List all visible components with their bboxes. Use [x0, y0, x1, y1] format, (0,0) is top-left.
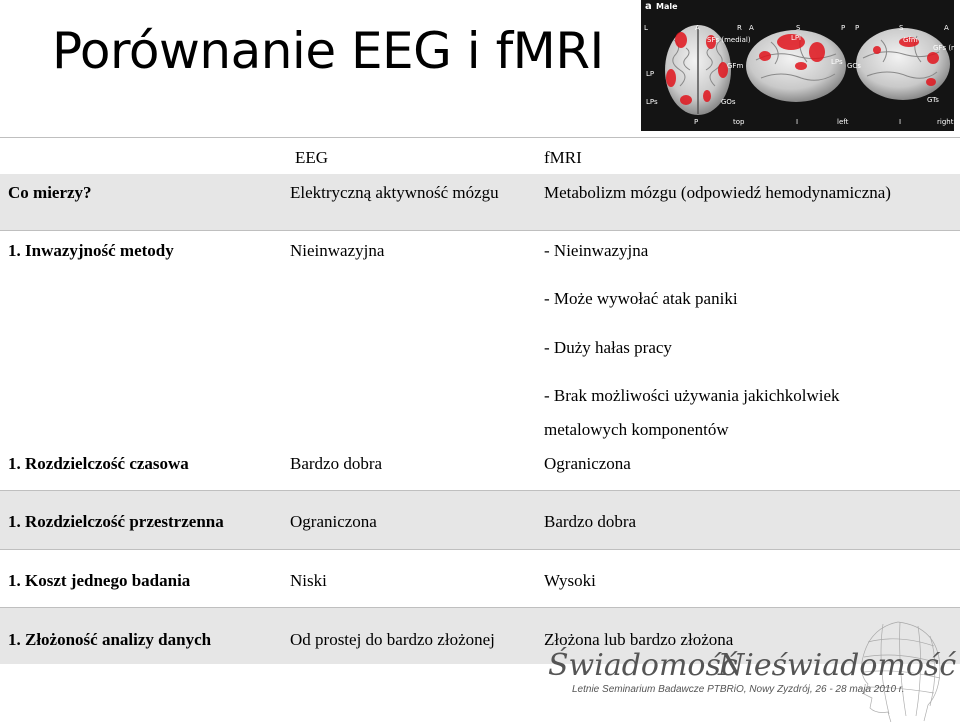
brain-label: P	[841, 24, 846, 32]
brain-label: I	[899, 118, 902, 126]
row-rule	[0, 230, 960, 231]
row-label: 1. Rozdzielczość czasowa	[8, 454, 189, 473]
brain-label: A	[749, 24, 754, 32]
eeg-cell: Bardzo dobra	[290, 454, 383, 473]
brain-label: GCs	[847, 62, 861, 70]
page-title: Porównanie EEG i fMRI	[52, 22, 604, 80]
brain-label: left	[837, 118, 849, 126]
brain-activation-figure	[641, 0, 978, 131]
brain-label: GTs	[927, 96, 939, 104]
brain-label: GOs	[721, 98, 736, 106]
brain-label: I	[796, 118, 799, 126]
row-label: 1. Rozdzielczość przestrzenna	[8, 512, 224, 531]
eeg-cell: Niski	[290, 571, 327, 590]
brain-label: R	[737, 24, 742, 32]
seminar-subtitle: Letnie Seminarium Badawcze PTBRiO, Nowy Zyzdrój, 26 - 28 maja 2010 r.	[572, 684, 905, 695]
eeg-cell: Od prostej do bardzo złożonej	[290, 630, 495, 649]
row-label: 1. Koszt jednego badania	[8, 571, 191, 590]
fmri-cell: Ograniczona	[544, 454, 631, 473]
brain-label: S	[796, 24, 801, 32]
row-label: 1. Złożoność analizy danych	[8, 630, 212, 649]
brain-label: top	[733, 118, 745, 126]
brain-label: GFs (medial)	[933, 44, 978, 52]
panel-title: Male	[656, 2, 678, 11]
row-label: 1. Inwazyjność metody	[8, 241, 174, 260]
column-header-fmri: fMRI	[544, 148, 582, 167]
brain-label: L	[644, 24, 648, 32]
brain-images	[641, 0, 954, 131]
brain-label: LP	[646, 70, 655, 78]
brain-label: LPi	[791, 34, 801, 42]
brain-label: P	[855, 24, 860, 32]
brain-label: A	[944, 24, 949, 32]
row-rule	[0, 549, 960, 550]
table-top-rule	[0, 137, 960, 138]
column-header-eeg: EEG	[295, 148, 329, 167]
brain-label: A	[695, 24, 700, 32]
logo-right-text: Nieświadomość	[718, 648, 957, 683]
brain-label: LPs	[646, 98, 658, 106]
logo-left-text: Świadomość	[548, 648, 738, 683]
fmri-cell: - Może wywołać atak paniki	[544, 289, 738, 308]
fmri-cell: Metabolizm mózgu (odpowiedź hemodynamiczna)	[544, 183, 891, 202]
brain-label: right	[937, 118, 954, 126]
brain-label: P	[694, 118, 699, 126]
fmri-cell: Wysoki	[544, 571, 596, 590]
fmri-cell: - Nieinwazyjna	[544, 241, 649, 260]
eeg-cell: Nieinwazyjna	[290, 241, 385, 260]
brain-label: LPs	[831, 58, 843, 66]
fmri-cell: - Brak możliwości używania jakichkolwiek	[544, 386, 840, 405]
brain-label: S	[899, 24, 904, 32]
fmri-cell: metalowych komponentów	[544, 420, 729, 439]
row-label: Co mierzy?	[8, 183, 92, 202]
brain-label: SFs (medial)	[707, 36, 751, 44]
eeg-cell: Elektryczną aktywność mózgu	[290, 183, 499, 202]
fmri-cell: - Duży hałas pracy	[544, 338, 672, 357]
brain-label: Gfm	[903, 36, 918, 44]
brain-label: GFm	[727, 62, 744, 70]
eeg-cell: Ograniczona	[290, 512, 377, 531]
fmri-cell: Bardzo dobra	[544, 512, 637, 531]
fmri-cell: Złożona lub bardzo złożona	[544, 630, 734, 649]
panel-letter: a	[645, 1, 652, 12]
